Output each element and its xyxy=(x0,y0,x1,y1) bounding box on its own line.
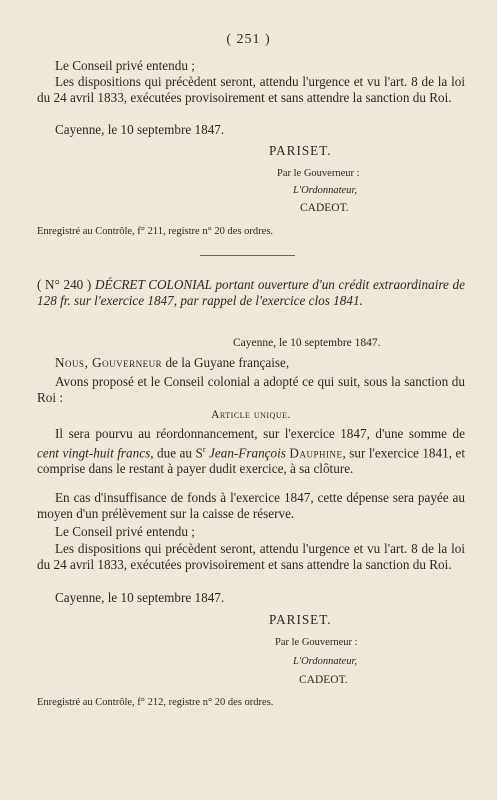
article-amount: cent vingt-huit francs xyxy=(37,445,151,461)
ordonnateur: L'Ordonnateur, xyxy=(293,185,357,196)
decree-title: DÉCRET COLONIAL portant ouverture d'un crédit extraordinaire de 128 fr. sur l'exercice 1847, par rappel de l'exercice clos 1841. xyxy=(37,277,465,308)
signature: PARISET. xyxy=(269,143,332,158)
article-name: Jean-François xyxy=(205,445,286,461)
article-paragraph xyxy=(37,426,465,477)
conseil-line: Le Conseil privé entendu ; xyxy=(55,58,195,73)
article-name-surname: Dauphine xyxy=(289,445,343,461)
section-divider xyxy=(200,255,295,256)
article-text-c: , sur l'exercice 1841, et comprise dans le restant à payer dudit exercice, à sa clôture. xyxy=(37,445,466,477)
decree-heading xyxy=(37,277,465,309)
article-sup: r xyxy=(202,445,206,454)
place-date: Cayenne, le 10 septembre 1847. xyxy=(55,122,225,137)
registration-2: Enregistré au Contrôle, f° 212, registre n° 20 des ordres. xyxy=(37,697,274,708)
article-heading: Article unique. xyxy=(211,409,291,421)
ordonnateur-2: L'Ordonnateur, xyxy=(293,656,357,667)
article-text-a: Il sera pourvu au réordonnancement, sur l'exercice 1847, d'une somme de xyxy=(55,426,465,441)
nous-line xyxy=(37,355,465,371)
dispositions-paragraph-2: Les dispositions qui précèdent seront, attendu l'urgence et vu l'art. 8 de la loi du 24 avril 1833, exécutées provisoirement et sans attendre la sanction du Roi. xyxy=(37,541,465,572)
insufficiency-paragraph: En cas d'insuffisance de fonds à l'exercice 1847, cette dépense sera payée au moyen d'un prélèvement sur la caisse de réserve. xyxy=(37,490,465,521)
registration: Enregistré au Contrôle, f° 211, registre n° 20 des ordres. xyxy=(37,226,274,237)
place-date-2: Cayenne, le 10 septembre 1847. xyxy=(55,590,225,605)
conseil-line-2: Le Conseil privé entendu ; xyxy=(55,524,195,539)
article-text-b: , due au S xyxy=(150,445,203,461)
dispositions-paragraph: Les dispositions qui précèdent seront, attendu l'urgence et vu l'art. 8 de la loi du 24 avril 1833, exécutées provisoirement et sans attendre la sanction du Roi. xyxy=(37,74,465,105)
avons-paragraph: Avons proposé et le Conseil colonial a adopté ce qui suit, sous la sanction du Roi : xyxy=(37,374,465,405)
nous-rest: de la Guyane française, xyxy=(162,355,290,370)
decree-date: Cayenne, le 10 septembre 1847. xyxy=(233,337,381,349)
countersign-2: CADEOT. xyxy=(299,674,348,686)
by-governor: Par le Gouverneur : xyxy=(277,168,360,179)
countersign: CADEOT. xyxy=(300,202,349,214)
page-number: ( 251 ) xyxy=(226,32,271,47)
by-governor-2: Par le Gouverneur : xyxy=(275,637,358,648)
decree-number: ( N° 240 ) xyxy=(37,277,92,292)
nous-gouverneur: Nous, Gouverneur xyxy=(55,355,163,370)
signature-2: PARISET. xyxy=(269,612,332,627)
